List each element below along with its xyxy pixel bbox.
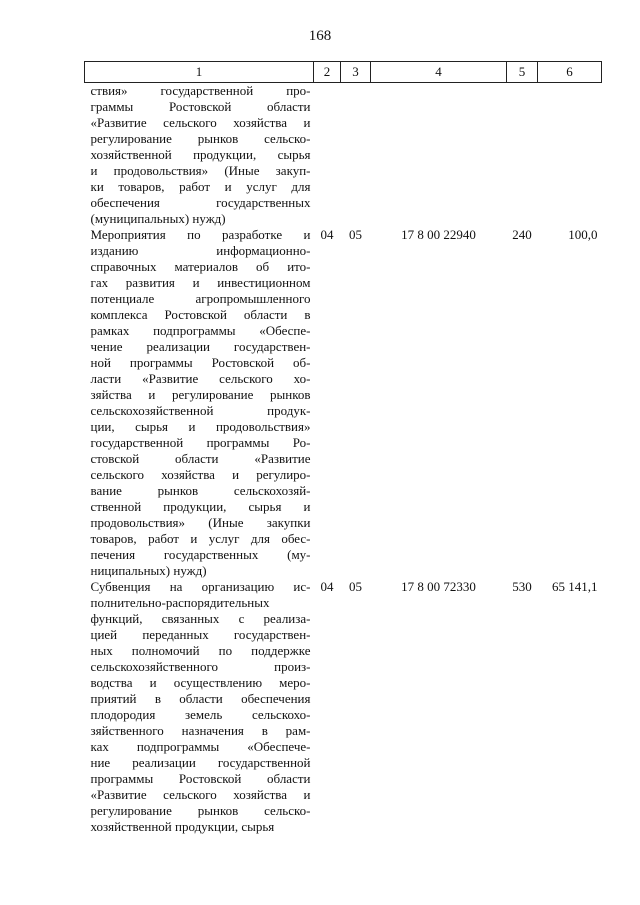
description-line: и продовольствия» (Иные закуп- xyxy=(90,163,311,178)
description-line: рамках подпрограммы «Обеспе- xyxy=(90,323,311,338)
description-line: гах развития и инвестиционном xyxy=(90,275,311,290)
description-line: товаров, работ и услуг для обес- xyxy=(90,531,311,546)
cell-amount: 100,0 xyxy=(568,227,598,242)
description-line: продовольствия» (Иные закупки xyxy=(90,515,311,530)
description-line: ствия» государственной про- xyxy=(90,83,311,98)
description-line: Мероприятия по разработке и xyxy=(90,227,311,242)
description-line: регулирование рынков сельско- xyxy=(90,803,311,818)
cell-expense-type: 530 xyxy=(512,579,532,594)
description-line: сельского хозяйства и регулиро- xyxy=(90,467,311,482)
description-line: «Развитие сельского хозяйства и xyxy=(90,787,311,802)
cell-subsection-code xyxy=(341,83,371,228)
description-line: регулирование рынков сельско- xyxy=(90,131,311,146)
description-line: (муниципальных) нужд) xyxy=(90,211,226,226)
row-description xyxy=(85,83,314,228)
cell-amount xyxy=(538,83,602,228)
cell-target-article: 17 8 00 72330 xyxy=(401,579,476,594)
description-line: полнительно-распорядительных xyxy=(90,595,270,610)
description-line: ниципальных) нужд) xyxy=(90,563,207,578)
description-line: «Развитие сельского хозяйства и xyxy=(90,115,311,130)
description-line: обеспечения государственных xyxy=(90,195,311,210)
description-line: ках подпрограммы «Обеспече- xyxy=(90,739,311,754)
column-header-1: 1 xyxy=(85,62,314,83)
description-line: печения государственных (му- xyxy=(90,547,311,562)
description-line: вание рынков сельскохозяй- xyxy=(90,483,311,498)
column-header-2: 2 xyxy=(314,62,341,83)
description-line: государственной программы Ро- xyxy=(90,435,311,450)
description-line: функций, связанных с реализа- xyxy=(90,611,311,626)
description-line: ственной продукции, сырья и xyxy=(90,499,311,514)
cell-amount: 65 141,1 xyxy=(552,579,598,594)
column-header-5: 5 xyxy=(507,62,538,83)
description-line: хозяйственной продукции, сырья xyxy=(90,819,275,834)
description-line: Субвенция на организацию ис- xyxy=(90,579,311,594)
description-line: сельскохозяйственной продук- xyxy=(90,403,311,418)
description-line: ной программы Ростовской об- xyxy=(90,355,311,370)
table-row xyxy=(85,579,602,835)
description-line: граммы Ростовской области xyxy=(90,99,311,114)
description-line: ласти «Развитие сельского хо- xyxy=(90,371,311,386)
table-row xyxy=(85,83,602,228)
description-line: программы Ростовской области xyxy=(90,771,311,786)
description-line: ции, сырья и продовольствия» xyxy=(90,419,311,434)
cell-section-code xyxy=(314,83,341,228)
row-description xyxy=(85,579,314,835)
description-line: изданию информационно- xyxy=(90,243,311,258)
description-line: комплекса Ростовской области в xyxy=(90,307,311,322)
cell-target-article xyxy=(371,83,507,228)
row-description xyxy=(85,227,314,579)
table-header-row xyxy=(85,62,602,83)
cell-target-article: 17 8 00 22940 xyxy=(401,227,476,242)
description-line: потенциале агропромышленного xyxy=(90,291,311,306)
cell-subsection-code: 05 xyxy=(349,227,362,242)
description-line: ных полномочий по поддержке xyxy=(90,643,311,658)
column-header-3: 3 xyxy=(341,62,371,83)
description-line: стовской области «Развитие xyxy=(90,451,311,466)
description-line: ние реализации государственной xyxy=(90,755,311,770)
cell-subsection-code: 05 xyxy=(349,579,362,594)
cell-section-code: 04 xyxy=(320,227,334,242)
budget-table xyxy=(84,61,602,835)
cell-expense-type xyxy=(507,83,538,228)
description-line: зяйства и регулирование рынков xyxy=(90,387,311,402)
description-line: цией переданных государствен- xyxy=(90,627,311,642)
page-number: 168 xyxy=(308,28,332,44)
description-line: хозяйственной продукции, сырья xyxy=(90,147,311,162)
cell-expense-type: 240 xyxy=(512,227,532,242)
description-line: ки товаров, работ и услуг для xyxy=(90,179,311,194)
table-row xyxy=(85,227,602,579)
description-line: чение реализации государствен- xyxy=(90,339,311,354)
description-line: сельскохозяйственного произ- xyxy=(90,659,311,674)
column-header-6: 6 xyxy=(538,62,602,83)
column-header-4: 4 xyxy=(371,62,507,83)
description-line: справочных материалов об ито- xyxy=(90,259,311,274)
description-line: плодородия земель сельскохо- xyxy=(90,707,311,722)
cell-section-code: 04 xyxy=(320,579,334,594)
description-line: зяйственного назначения в рам- xyxy=(90,723,311,738)
description-line: водства и осуществлению меро- xyxy=(90,675,311,690)
description-line: приятий в области обеспечения xyxy=(90,691,311,706)
